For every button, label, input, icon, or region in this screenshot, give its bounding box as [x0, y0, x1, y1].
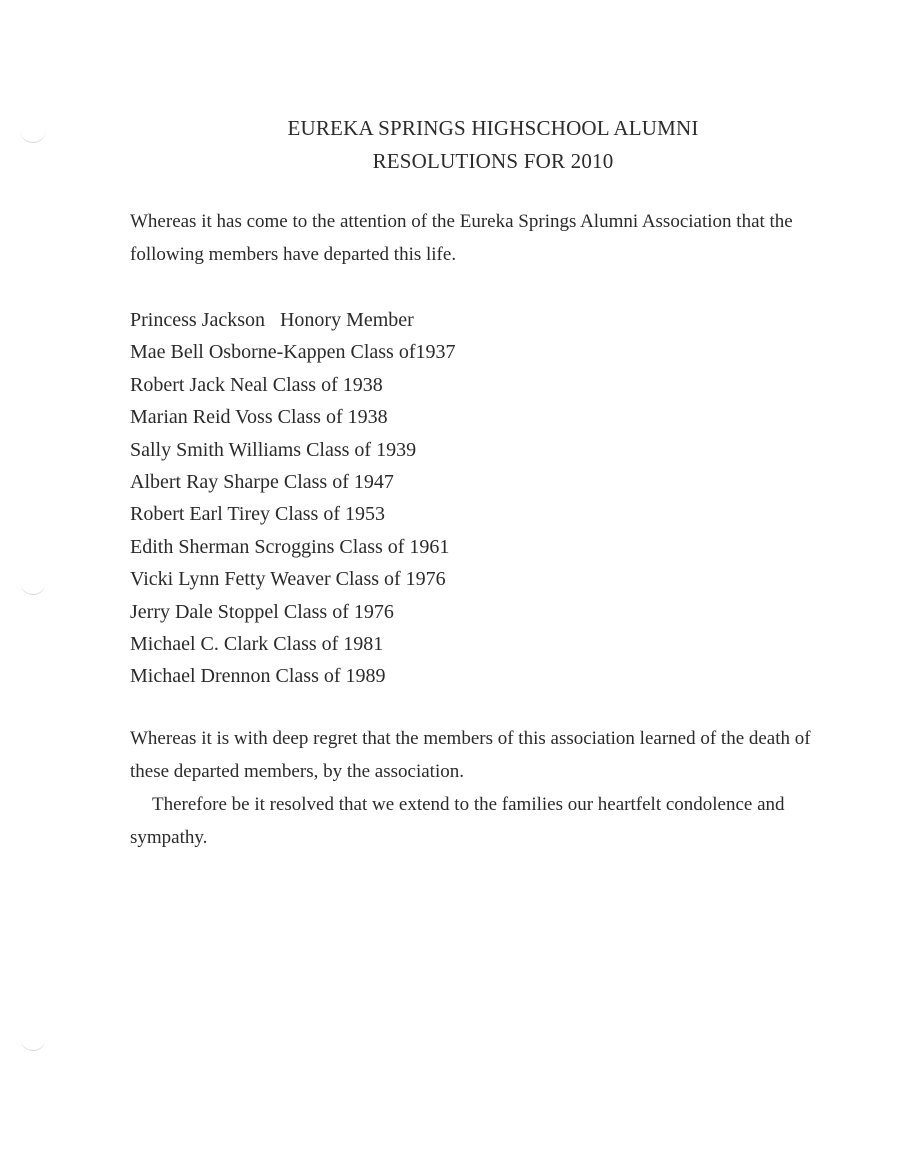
resolve-line-2: sympathy. [130, 827, 208, 848]
punch-hole-mark-bottom [20, 1036, 46, 1051]
list-item: Michael Drennon Class of 1989 [130, 665, 386, 688]
list-item: Vicki Lynn Fetty Weaver Class of 1976 [130, 568, 446, 591]
list-item: Michael C. Clark Class of 1981 [130, 633, 384, 656]
resolve-paragraph [130, 788, 870, 854]
list-item: Mae Bell Osborne-Kappen Class of1937 [130, 341, 456, 364]
intro-paragraph [130, 205, 870, 271]
list-item: Albert Ray Sharpe Class of 1947 [130, 471, 394, 494]
list-item: Sally Smith Williams Class of 1939 [130, 438, 417, 461]
regret-line-1: Whereas it is with deep regret that the members of this association learned of the death of [130, 728, 811, 749]
intro-line-2: following members have departed this life. [130, 244, 457, 265]
list-item: Princess Jackson Honory Member [130, 309, 414, 331]
regret-line-2: these departed members, by the association. [130, 761, 464, 782]
intro-line-1: Whereas it has come to the attention of the Eureka Springs Alumni Association that the [130, 211, 793, 232]
title-line-1: EUREKA SPRINGS HIGHSCHOOL ALUMNI [287, 116, 699, 140]
punch-hole-mark-middle [20, 580, 46, 595]
list-item: Edith Sherman Scroggins Class of 1961 [130, 535, 450, 558]
document-title [0, 112, 900, 178]
title-line-2: RESOLUTIONS FOR 2010 [372, 149, 614, 173]
list-item: Robert Jack Neal Class of 1938 [130, 373, 383, 396]
list-item: Marian Reid Voss Class of 1938 [130, 406, 388, 429]
list-item: Jerry Dale Stoppel Class of 1976 [130, 600, 394, 623]
resolve-line-1: Therefore be it resolved that we extend to the families our heartfelt condolence and [152, 794, 785, 815]
regret-paragraph [130, 722, 870, 788]
departed-members-list [130, 304, 456, 693]
list-item: Robert Earl Tirey Class of 1953 [130, 503, 385, 526]
